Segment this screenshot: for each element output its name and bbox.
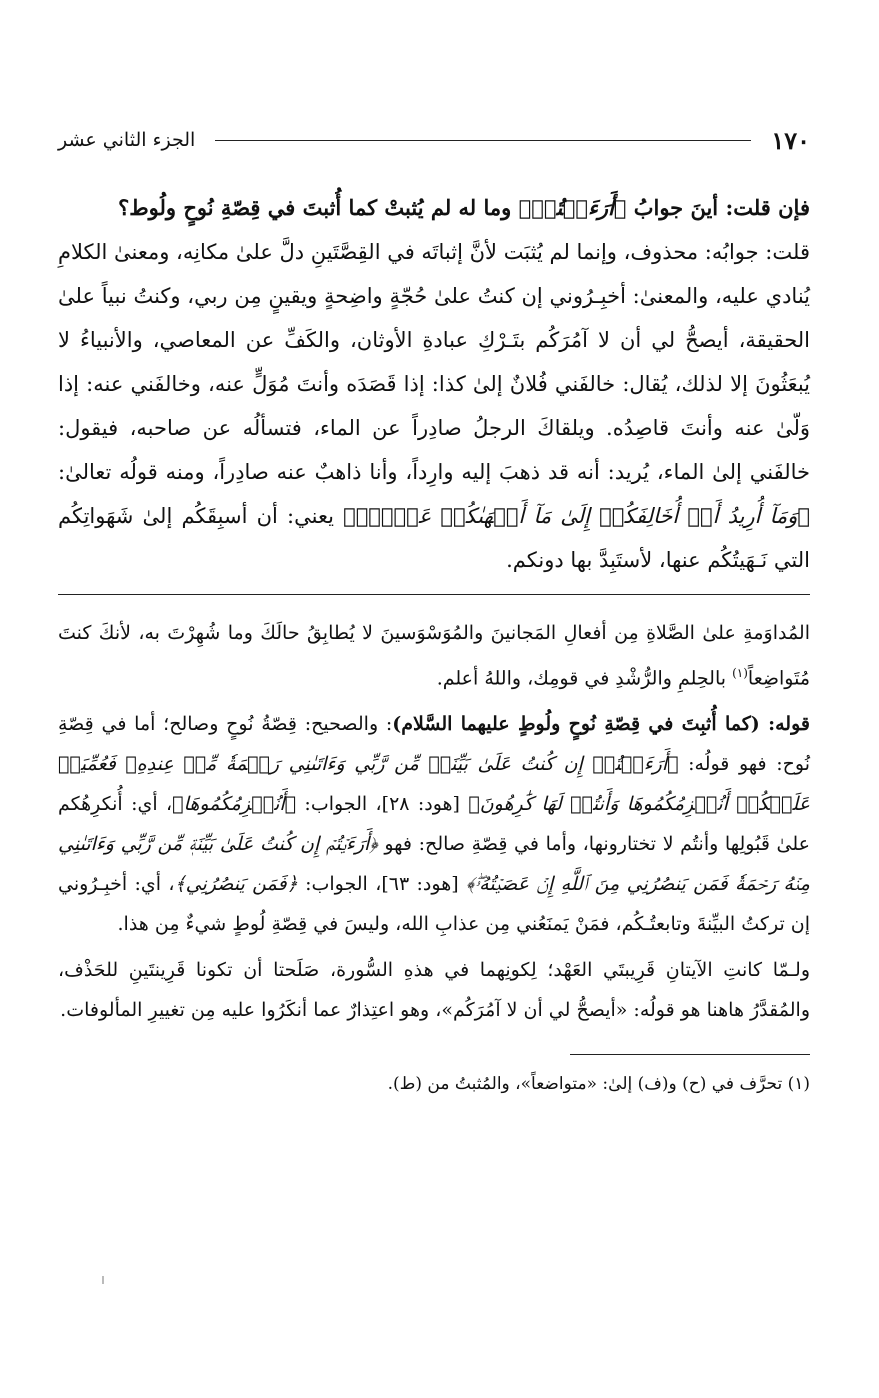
header-rule <box>215 140 751 141</box>
commentary-p2-text-4: ، الجواب: <box>297 873 382 896</box>
question-verse: ﴿أَرَءَيۡتُمۡ﴾ <box>518 195 627 220</box>
commentary-paragraph-1 <box>58 613 810 698</box>
main-text <box>58 186 810 582</box>
answer-text-end: يعني: أن أسبِقَكُم إلىٰ شَهَواتِكُم التي نَـهَيتُكُم عنها، لأستَبِدَّ بها دونكم. <box>58 504 810 572</box>
page-number: ١٧٠ <box>771 125 810 155</box>
answer-text: قلت: جوابُه: محذوف، وإنما لم يُثبَت لأنَّ إثباتَه في القِصَّتَينِ دلَّ علىٰ مكانِه، ومعنىٰ الكلامِ يُنادي عليه، والمعنىٰ: أخبِـرُوني إن كنتُ علىٰ حُجّةٍ واضِحةٍ ويقينٍ مِن ربي، وكنتُ نبياً علىٰ الحقيقة، أيصحُّ لي أن لا آمُرَكُم بتَـرْكِ عبادةِ الأوثان، والكَفِّ عن المعاصي، والأنبياءُ لا يُبعَثُونَ إلا لذلك، يُقال: خالفَني فُلانٌ إلىٰ كذا: إذا قَصَدَه وأنتَ مُوَلٍّ عنه، وخالفَني عنه: إذا وَلّىٰ عنه وأنتَ قاصِدُه. ويلقاكَ الرجلُ صادِراً عن الماء، فتسألُه عن صاحبه، فيقول: خالفَني إلىٰ الماء، يُريد: أنه قد ذهبَ إليه وارِداً، وأنا ذاهبٌ عنه صادِراً، ومنه قولُه تعالىٰ: <box>57 240 810 484</box>
commentary-p1-end: بالحِلمِ والرُّشْدِ في قومِك، واللهُ أعلم. <box>436 667 733 690</box>
footnote-rule <box>570 1054 810 1055</box>
commentary-p2-text-3: ، أي: أُنكرِهُكم علىٰ قَبُولِها وأنتُم لا تختارونها، وأما في قِصّةِ صالح: فهو <box>58 793 811 856</box>
question-line <box>58 186 810 230</box>
commentary-p2-text-1: : والصحيح: قِصّةُ نُوحٍ وصالح؛ أما في قِصّةِ نُوح: فهو قولُه: <box>58 713 810 776</box>
text-divider <box>58 594 810 595</box>
question-rest: وما له لم يُثبتْ كما أُثبتَ في قِصّةِ نُوحٍ ولُوط؟ <box>118 195 519 220</box>
commentary-p2-verse-4: ﴿فَمَن يَنصُرُنِي﴾ <box>174 873 298 896</box>
answer-verse: ﴿وَمَآ أُرِيدُ أَنۡ أُخَالِفَكُمۡ إِلَىٰ مَآ أَنۡهَىٰكُمۡ عَنۡهُۚ﴾ <box>333 504 810 528</box>
commentary-p2-verse-1: ﴿أَرَءَيۡتُمۡ إِن كُنتُ عَلَىٰ بَيِّنَةٖ مِّن رَّبِّي وَءَاتَىٰنِي رَحۡمَةٗ مِّنۡ عِندِهِۦ فَعُمِّيَتۡ عَلَيۡكُمۡ أَنُلۡزِمُكُمُوهَا وَأَنتُمۡ لَهَا كَٰرِهُونَ﴾ <box>58 753 810 816</box>
question-prefix: فإن قلت: أينَ جوابُ <box>626 195 810 220</box>
commentary-p2-lead: قوله: (كما أُثبِتَ في قِصّةِ نُوحٍ ولُوطٍ عليهما السَّلام) <box>392 713 810 736</box>
commentary-p2-ref-2: [هود: ٦٣] <box>381 873 466 896</box>
commentary-paragraph-2 <box>58 704 810 944</box>
footnote-marker: (١) <box>732 666 748 680</box>
commentary-p2-verse-2: ﴿أَنُلۡزِمُكُمُوهَا﴾ <box>172 793 297 816</box>
commentary-p2-text-5: ، أي: أخبِـرُوني إن تركتُ البيِّنةَ وتابعتُـكُم، فمَنْ يَمنَعُني مِن عذابِ الله، وليسَ في قِصّةِ لُوطٍ شيءٌ مِن هذا. <box>58 873 810 936</box>
commentary-p2-ref-1: [هود: ٢٨] <box>381 793 469 816</box>
answer-paragraph <box>58 230 810 582</box>
margin-mark <box>102 1276 104 1284</box>
section-title: الجزء الثاني عشر <box>58 129 196 151</box>
commentary <box>58 613 810 1030</box>
commentary-p2-text-2: ، الجواب: <box>296 793 382 816</box>
commentary-p2-verse-3: ﴿أَرَءَيۡتُمۡ إِن كُنتُ عَلَىٰ بَيِّنَةٖ مِّن رَّبِّي وَءَاتَىٰنِي مِنۡهُ رَحۡمَةٗ فَمَن يَنصُرُنِي مِنَ ٱللَّهِ إِنۡ عَصَيۡتُهُۥۖ﴾ <box>58 833 810 896</box>
page <box>58 118 810 1099</box>
page-header <box>58 118 810 162</box>
footnote: (١) تحرَّف في (ح) و(ف) إلىٰ: «متواضعاً»، والمُثبتُ من (ط). <box>387 1074 810 1095</box>
commentary-p1-text: المُداوَمةِ علىٰ الصَّلاةِ مِن أفعالِ المَجانينَ والمُوَسْوَسينَ لا يُطابِقُ حالَكَ وما شُهِرْتَ به، لأنكَ كنتَ مُتَواضِعاً <box>58 622 810 690</box>
commentary-paragraph-3: ولـمّا كانتِ الآيتانِ قَرِيبتَي العَهْد؛ لِكونِهما في هذهِ السُّورة، صَلَحتا أن تكونا قَرِينتَينِ للحَذْف، والمُقدَّرُ هاهنا هو قولُه: «أيصحُّ لي أن لا آمُرَكُم»، وهو اعتِذارٌ عما أنكَرُوا عليه مِن تغييرِ المألوفات. <box>58 959 810 1022</box>
